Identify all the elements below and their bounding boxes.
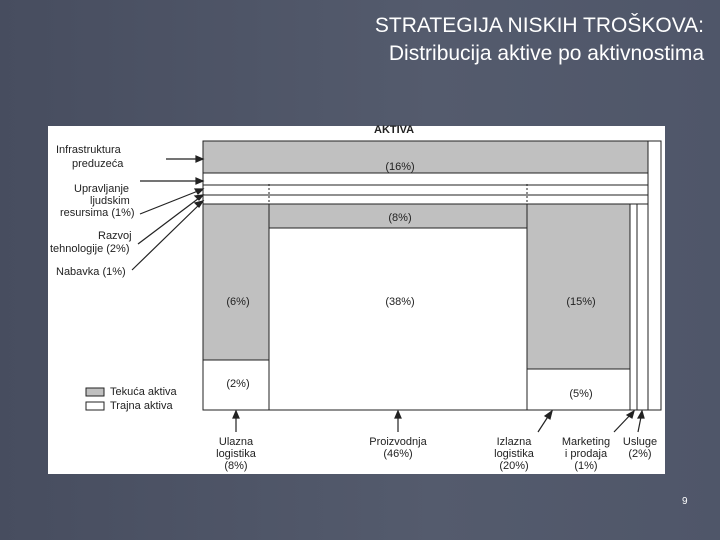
label-production-2: (46%) bbox=[383, 448, 413, 460]
technology-band bbox=[203, 185, 648, 195]
arrowhead-hr-2 bbox=[195, 189, 203, 194]
legend-swatch-current bbox=[86, 388, 104, 396]
label-services-2: (2%) bbox=[628, 448, 652, 460]
inbound-current-cell bbox=[203, 204, 269, 360]
label-outbound-1: Izlazna bbox=[496, 436, 532, 448]
hr-band bbox=[203, 173, 648, 185]
arrowhead-technology bbox=[195, 195, 203, 200]
label-outbound bbox=[486, 436, 542, 472]
label-inbound-1: Ulazna bbox=[218, 436, 254, 448]
label-marketing-1: Marketing bbox=[561, 436, 611, 448]
legend-label-fixed: Trajna aktiva bbox=[110, 400, 173, 412]
label-inbound bbox=[208, 436, 264, 472]
value-inbound-fixed: (2%) bbox=[226, 378, 250, 390]
asset-distribution-diagram bbox=[48, 126, 665, 474]
services-cell bbox=[637, 204, 648, 410]
production-cell bbox=[269, 228, 527, 410]
procurement-band bbox=[203, 195, 648, 204]
label-services-1: Usluge bbox=[622, 436, 658, 448]
label-outbound-3: (20%) bbox=[499, 460, 529, 472]
page-number: 9 bbox=[682, 496, 688, 507]
value-outbound-current: (15%) bbox=[566, 296, 596, 308]
arrowhead-production bbox=[395, 411, 401, 418]
arrowhead-hr-1 bbox=[196, 178, 203, 184]
label-infrastructure-1: Infrastruktura bbox=[56, 144, 121, 156]
value-outbound-fixed: (5%) bbox=[569, 388, 593, 400]
label-technology-2: tehnologije (2%) bbox=[50, 243, 130, 255]
label-inbound-3: (8%) bbox=[224, 460, 248, 472]
title-line-1: STRATEGIJA NISKIH TROŠKOVA: bbox=[374, 14, 704, 37]
label-marketing-3: (1%) bbox=[574, 460, 598, 472]
label-inbound-2: logistika bbox=[216, 448, 256, 460]
arrowhead-procurement bbox=[195, 201, 203, 207]
arrowhead-outbound bbox=[545, 411, 552, 419]
label-hr-3: resursima (1%) bbox=[60, 207, 135, 219]
arrowhead-infrastructure bbox=[196, 156, 203, 162]
value-inbound-current: (6%) bbox=[226, 296, 250, 308]
slide-title bbox=[375, 12, 704, 68]
value-band: (8%) bbox=[388, 212, 412, 224]
diagram-header: AKTIVA bbox=[374, 124, 415, 136]
label-services bbox=[618, 436, 662, 460]
label-procurement: Nabavka (1%) bbox=[56, 266, 126, 278]
label-hr-1: Upravljanje bbox=[74, 183, 130, 195]
label-production bbox=[362, 436, 434, 460]
arrow-procurement bbox=[132, 201, 203, 270]
infrastructure-band bbox=[203, 141, 648, 173]
arrowhead-services bbox=[638, 411, 644, 418]
label-hr-2: ljudskim bbox=[90, 195, 130, 207]
label-infrastructure-2: preduzeća bbox=[72, 158, 124, 170]
outbound-current-cell bbox=[527, 204, 630, 369]
value-infrastructure: (16%) bbox=[385, 161, 415, 173]
label-outbound-2: logistika bbox=[494, 448, 534, 460]
arrowhead-inbound bbox=[233, 411, 239, 418]
label-production-1: Proizvodnja bbox=[369, 436, 427, 448]
label-marketing bbox=[556, 436, 616, 472]
label-technology-1: Razvoj bbox=[98, 230, 132, 242]
title-line-2: Distribucija aktive po aktivnostima bbox=[388, 42, 704, 65]
legend-swatch-fixed bbox=[86, 402, 104, 410]
label-marketing-2: i prodaja bbox=[564, 448, 608, 460]
right-outer-column bbox=[648, 141, 661, 410]
marketing-cell bbox=[630, 204, 637, 410]
value-production: (38%) bbox=[385, 296, 415, 308]
legend-label-current: Tekuća aktiva bbox=[110, 386, 177, 398]
